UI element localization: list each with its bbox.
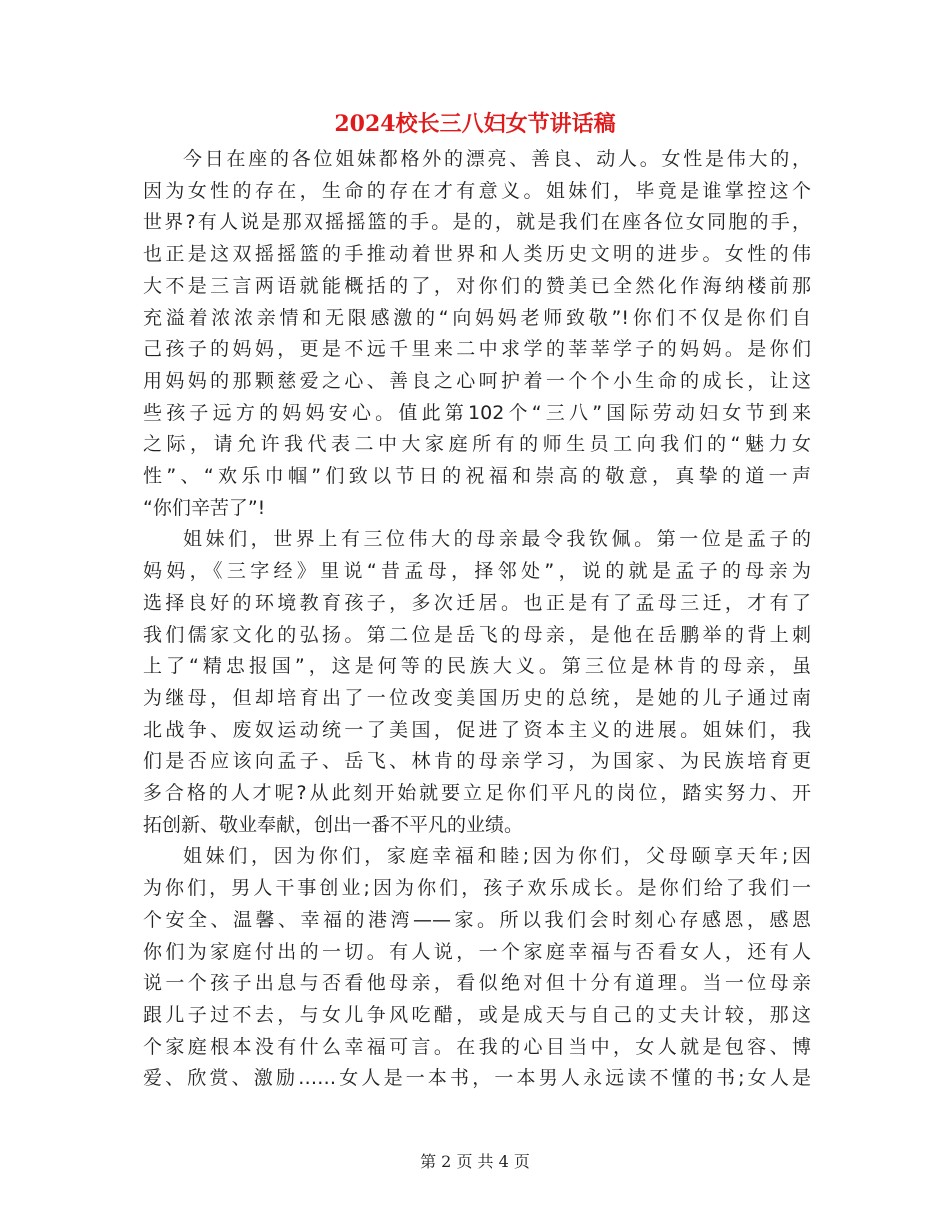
- text-line: 我们儒家文化的弘扬。第二位是岳飞的母亲，是他在岳鹏举的背上刺: [143, 623, 811, 646]
- text-line: 妈妈，《三字经》里说“昔孟母，择邻处”，说的就是孟子的母亲为: [143, 560, 811, 583]
- text-line: 们是否应该向孟子、岳飞、林肯的母亲学习，为国家、为民族培育更: [143, 750, 811, 773]
- text-line: 你们为家庭付出的一切。有人说，一个家庭幸福与否看女人，还有人: [143, 940, 811, 963]
- text-line: 姐妹们，世界上有三位伟大的母亲最令我钦佩。第一位是孟子的: [183, 528, 811, 551]
- text-line: 多合格的人才呢?从此刻开始就要立足你们平凡的岗位，踏实努力、开: [143, 782, 811, 805]
- text-line: “你们辛苦了”!: [143, 496, 266, 519]
- text-line: 性”、“欢乐巾帼”们致以节日的祝福和崇高的敬意，真挚的道一声: [143, 465, 811, 488]
- text-line: 选择良好的环境教育孩子，多次迁居。也正是有了孟母三迁，才有了: [143, 591, 811, 614]
- text-line: 世界?有人说是那双摇摇篮的手。是的，就是我们在座各位女同胞的手，: [143, 211, 811, 234]
- text-line: 说一个孩子出息与否看他母亲，看似绝对但十分有道理。当一位母亲: [143, 972, 811, 995]
- text-line: 充溢着浓浓亲情和无限感激的“向妈妈老师致敬”!你们不仅是你们自: [143, 306, 811, 329]
- text-line: 也正是这双摇摇篮的手推动着世界和人类历史文明的进步。女性的伟: [143, 243, 811, 266]
- text-line: 今日在座的各位姐妹都格外的漂亮、善良、动人。女性是伟大的，: [183, 148, 811, 170]
- text-line: 跟儿子过不去，与女儿争风吃醋，或是成天与自己的丈夫计较，那这: [143, 1003, 811, 1026]
- text-line: 个家庭根本没有什么幸福可言。在我的心目当中，女人就是包容、博: [143, 1035, 811, 1058]
- text-line: 爱、欣赏、激励……女人是一本书，一本男人永远读不懂的书;女人是: [143, 1067, 811, 1090]
- text-line: 姐妹们，因为你们，家庭幸福和睦;因为你们，父母颐享天年;因: [183, 845, 811, 868]
- text-line: 大不是三言两语就能概括的了，对你们的赞美已全然化作海纳楼前那: [143, 274, 811, 297]
- text-line: 北战争、废奴运动统一了美国，促进了资本主义的进展。姐妹们，我: [143, 718, 811, 741]
- text-line: 些孩子远方的妈妈安心。值此第102个“三八”国际劳动妇女节到来: [143, 401, 811, 424]
- text-line: 为你们，男人干事创业;因为你们，孩子欢乐成长。是你们给了我们一: [143, 877, 811, 900]
- page-footer: 第 2 页 共 4 页: [420, 1152, 530, 1171]
- paragraph-1: [143, 144, 811, 524]
- text-line: 个安全、温馨、幸福的港湾——家。所以我们会时刻心存感恩，感恩: [143, 908, 811, 931]
- document-body: [143, 144, 811, 1095]
- paragraph-2: [143, 524, 811, 841]
- document-title: 2024校长三八妇女节讲话稿: [334, 111, 616, 137]
- paragraph-3: [143, 841, 811, 1095]
- text-line: 之际，请允许我代表二中大家庭所有的师生员工向我们的“魅力女: [143, 433, 811, 456]
- text-line: 用妈妈的那颗慈爱之心、善良之心呵护着一个个小生命的成长，让这: [143, 369, 811, 392]
- text-line: 拓创新、敬业奉献，创出一番不平凡的业绩。: [143, 813, 524, 836]
- text-line: 己孩子的妈妈，更是不远千里来二中求学的莘莘学子的妈妈。是你们: [143, 338, 811, 361]
- text-line: 上了“精忠报国”，这是何等的民族大义。第三位是林肯的母亲，虽: [143, 655, 811, 678]
- text-line: 为继母，但却培育出了一位改变美国历史的总统，是她的儿子通过南: [143, 686, 811, 709]
- text-line: 因为女性的存在，生命的存在才有意义。姐妹们，毕竟是谁掌控这个: [143, 179, 811, 202]
